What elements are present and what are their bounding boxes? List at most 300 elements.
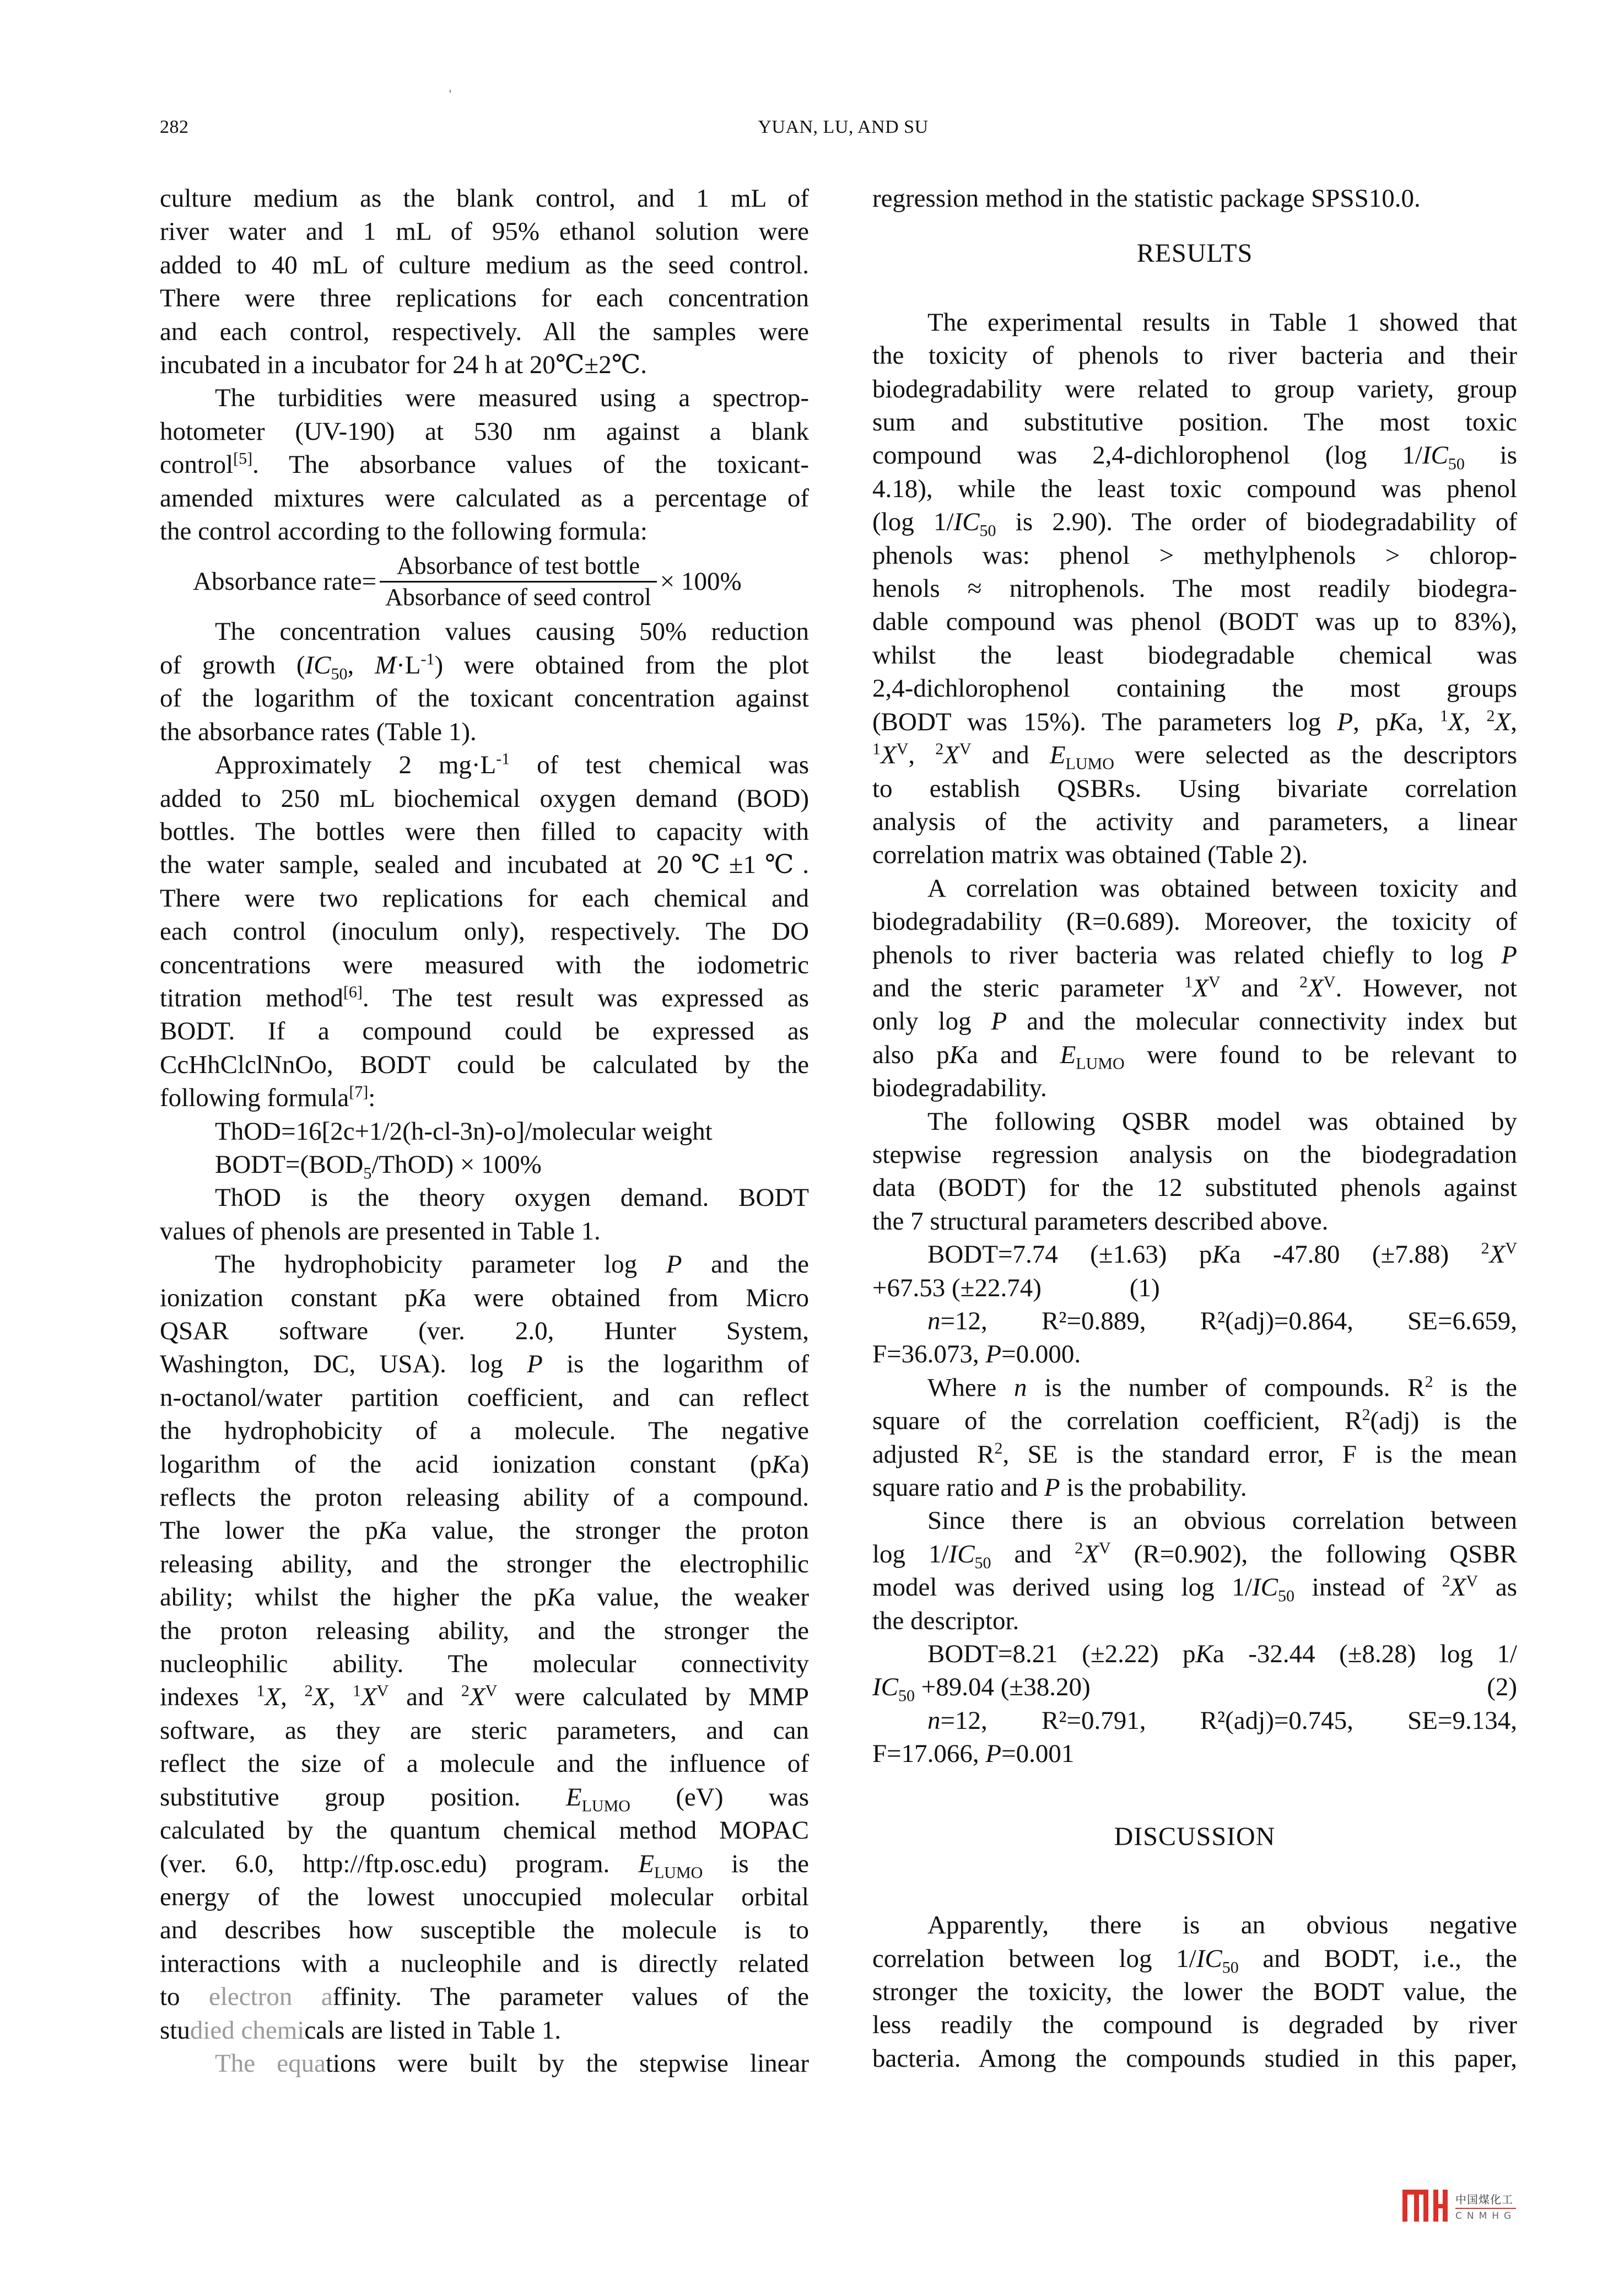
- text-span: is the: [1433, 1373, 1517, 1402]
- text-line: the toxicity of phenols to river bacteria and their: [872, 341, 1517, 370]
- paragraph-discussion: [872, 1909, 1517, 2075]
- text-line: [872, 1471, 1517, 1504]
- equation-number: (2): [1487, 1673, 1517, 1702]
- text-line: whilst the least biodegradable chemical was: [872, 640, 1517, 670]
- text-line: the proton releasing ability, and the stronger the: [160, 1616, 809, 1645]
- text-line: n-octanol/water partition coefficient, and can reflect: [160, 1383, 809, 1412]
- text-span: F=36.073,: [872, 1340, 986, 1369]
- text-line: (BODT was 15%). The parameters log P, pKa, $^1$X, $^2$X,: [872, 707, 1518, 736]
- text-line: The experimental results in Table 1 showed that: [927, 308, 1517, 337]
- text-line: The concentration values causing 50% reduction: [215, 617, 809, 646]
- text-line: [872, 939, 1517, 972]
- k-symbol: K: [949, 1040, 967, 1069]
- stray-mark: ': [449, 87, 451, 101]
- subscript: LUMO: [581, 1797, 630, 1815]
- paragraph-correlation: [872, 872, 1517, 1105]
- text-line: of the logarithm of the toxicant concentration against: [160, 684, 809, 713]
- chi-symbol: X: [943, 741, 959, 770]
- text-line: [160, 1248, 809, 1281]
- text-span: also p: [872, 1040, 949, 1069]
- subscript: 50: [1277, 1587, 1294, 1605]
- text-span: a -47.80 (±7.88): [1229, 1240, 1481, 1269]
- absorbance-rate-formula: [160, 548, 809, 615]
- left-column: [160, 182, 809, 2080]
- chi-symbol: X: [1448, 707, 1464, 736]
- text-line: [160, 1348, 809, 1381]
- superscript: 2: [1486, 707, 1495, 725]
- k-symbol: K: [546, 1583, 564, 1612]
- superscript: 2: [461, 1681, 470, 1700]
- text-span: is 2.90). The order of biodegradability of: [996, 508, 1517, 537]
- text-span: control: [160, 450, 234, 479]
- text-span: F=17.066,: [872, 1739, 986, 1769]
- superscript: V: [896, 740, 909, 758]
- text-span: to: [160, 1982, 209, 2012]
- cnmhg-logo: [1402, 2191, 1516, 2222]
- text-line: [872, 1271, 1517, 1305]
- text-span: square of the correlation coefficient, R: [872, 1406, 1362, 1436]
- text-span: adjusted R: [872, 1440, 995, 1469]
- text-span: =0.000.: [1001, 1340, 1081, 1369]
- text-span: , SE is the standard error, F is the mean: [1002, 1440, 1517, 1469]
- text-span: logarithm of the acid ionization constant (p: [160, 1449, 772, 1479]
- text-line: [872, 1704, 1517, 1737]
- subscript: LUMO: [1076, 1054, 1125, 1073]
- text-line: BODT. If a compound could be expressed as: [160, 1017, 809, 1046]
- subscript: 50: [1448, 455, 1465, 473]
- text-line: There were two replications for each chemical and: [160, 883, 809, 913]
- superscript: 2: [1481, 1239, 1490, 1258]
- text-span: instead of: [1294, 1573, 1442, 1602]
- text-line: [872, 1371, 1517, 1404]
- superscript: -1: [420, 650, 435, 669]
- text-line: interactions with a nucleophile and is directly related: [160, 1949, 809, 1978]
- text-line: [872, 1942, 1517, 1975]
- thod-formula: ThOD=16[2c+1/2(h-cl-3n)-o]/molecular weight: [215, 1117, 713, 1146]
- mh-logo-icon: [1402, 2191, 1448, 2222]
- subscript: 5: [363, 1164, 372, 1183]
- text-span: The hydrophobicity parameter log: [215, 1250, 666, 1279]
- text-line: each control (inoculum only), respectively. The DO: [160, 917, 809, 946]
- text-line: [872, 1404, 1517, 1437]
- paragraph-turbidities: [160, 381, 809, 548]
- p-symbol: P: [1337, 707, 1353, 736]
- e-symbol: E: [565, 1782, 582, 1812]
- text-span: BODT=(BOD: [215, 1150, 364, 1179]
- text-line: [872, 1305, 1517, 1338]
- text-span: correlation between log 1/: [872, 1944, 1196, 1973]
- text-line: [160, 1081, 809, 1114]
- text-span: is the number of compounds. R: [1027, 1373, 1425, 1402]
- text-span: a value, the stronger the proton: [395, 1516, 809, 1545]
- text-line: indexes $^1$X, $^2$X, $^1X^V$ and $^2X^V$ were calculated by MMP: [160, 1681, 809, 1712]
- superscript: V: [376, 1681, 389, 1700]
- fraction: [380, 551, 657, 612]
- text-line: phenols was: phenol > methylphenols > chlorop-: [872, 541, 1517, 570]
- text-span: cals are listed in Table 1.: [304, 2015, 562, 2045]
- text-span: is the probability.: [1060, 1473, 1247, 1502]
- logo-chinese: 中国煤化工: [1455, 2191, 1516, 2209]
- text-span: . However, not: [1335, 973, 1517, 1003]
- discussion-heading: DISCUSSION: [1114, 1821, 1276, 1851]
- n-symbol: n: [927, 1307, 941, 1335]
- superscript: V: [1208, 973, 1221, 991]
- text-line: [160, 1847, 809, 1880]
- p-symbol: P: [991, 1007, 1007, 1036]
- chi-symbol: X: [312, 1683, 329, 1712]
- n-symbol: n: [927, 1706, 941, 1735]
- text-span: ·L: [396, 650, 421, 680]
- chi-symbol: X: [469, 1683, 485, 1712]
- text-span: (R=0.902), the following QSBR: [1110, 1539, 1517, 1569]
- text-line: calculated by the quantum chemical method MOPAC: [160, 1816, 809, 1845]
- text-span: stu: [160, 2015, 190, 2045]
- text-line: [160, 448, 809, 481]
- text-span: phenols to river bacteria was related chiefly to log: [872, 940, 1502, 969]
- results-heading: RESULTS: [1136, 239, 1253, 268]
- text-span: ffinity. The parameter values of the: [332, 1982, 809, 2012]
- p-symbol: P: [1044, 1473, 1060, 1502]
- text-span: and: [1220, 973, 1300, 1003]
- chi-symbol: X: [881, 741, 897, 770]
- superscript: V: [1323, 973, 1336, 991]
- n-symbol: n: [1014, 1373, 1027, 1402]
- text-span: log 1/: [872, 1539, 949, 1569]
- page-number: 282: [160, 117, 189, 137]
- text-line: releasing ability, and the stronger the electrophilic: [160, 1549, 809, 1578]
- chi-symbol: X: [1494, 707, 1511, 736]
- watermarked-text: The equa: [215, 2049, 326, 2078]
- p-symbol: P: [1501, 940, 1517, 969]
- ic-symbol: IC: [1251, 1573, 1278, 1602]
- text-line: [160, 982, 809, 1015]
- text-line: the 7 structural parameters described above.: [872, 1206, 1329, 1236]
- chi-symbol: X: [1489, 1240, 1506, 1269]
- formula-rhs: × 100%: [660, 567, 742, 596]
- text-span: (eV) was: [630, 1782, 809, 1812]
- logo-english: CNMHG: [1455, 2211, 1517, 2222]
- paragraph-parameters: [160, 1248, 809, 2047]
- text-span: indexes: [160, 1683, 257, 1712]
- text-span: =12, R²=0.791, R²(adj)=0.745, SE=9.134,: [940, 1706, 1517, 1735]
- e-symbol: E: [1049, 741, 1066, 770]
- e-symbol: E: [1060, 1040, 1076, 1069]
- logo-text: [1455, 2191, 1516, 2222]
- superscript: 2: [935, 740, 944, 758]
- text-line: and describes how susceptible the molecule is to: [160, 1916, 809, 1945]
- superscript: V: [1505, 1239, 1517, 1258]
- text-line: stepwise regression analysis on the biodegradation: [872, 1140, 1517, 1169]
- citation-7[interactable]: [7]: [349, 1082, 369, 1101]
- text-span: . The test result was expressed as: [362, 983, 810, 1012]
- bodt-formula: [160, 1148, 809, 1181]
- superscript: 2: [1075, 1539, 1083, 1557]
- chi-symbol: X: [360, 1683, 377, 1712]
- text-line: analysis of the activity and parameters, a linear: [872, 807, 1517, 836]
- superscript: 1: [872, 740, 881, 758]
- text-line: hotometer (UV-190) at 530 nm against a blank: [160, 417, 809, 446]
- k-symbol: K: [417, 1283, 435, 1312]
- superscript: 1: [1184, 973, 1193, 991]
- text-span: Washington, DC, USA). log: [160, 1350, 527, 1379]
- text-span: is the: [703, 1849, 809, 1878]
- text-span: (adj) is the: [1370, 1406, 1517, 1436]
- text-line: [160, 1781, 809, 1814]
- text-span: ) were obtained from the plot: [434, 650, 809, 680]
- text-span: Where: [927, 1373, 1015, 1402]
- ic-symbol: IC: [953, 508, 980, 537]
- text-line: added to 250 mL biochemical oxygen demand (BOD): [160, 784, 809, 813]
- text-line: incubated in a incubator for 24 h at 20℃±2℃.: [160, 351, 648, 380]
- p-symbol: P: [527, 1350, 543, 1379]
- text-line: culture medium as the blank control, and 1 mL of: [160, 184, 809, 213]
- paragraph-bod: [160, 748, 809, 1114]
- text-span: of test chemical was: [510, 751, 809, 780]
- superscript: 1: [256, 1681, 265, 1700]
- text-line: and each control, respectively. All the samples were: [160, 317, 809, 346]
- text-span: a,: [1405, 707, 1440, 736]
- superscript: 1: [352, 1681, 361, 1700]
- text-line: [160, 748, 809, 781]
- citation-6[interactable]: [6]: [343, 983, 363, 1001]
- chi-symbol: X: [1083, 1539, 1099, 1569]
- text-span: and the steric parameter: [872, 973, 1185, 1003]
- text-span: ability; whilst the higher the p: [160, 1583, 547, 1612]
- text-span: [872, 1670, 1091, 1704]
- k-symbol: K: [1195, 1640, 1213, 1669]
- text-line: ThOD is the theory oxygen demand. BODT: [215, 1183, 809, 1212]
- text-line: [872, 505, 1517, 538]
- text-span: BODT=8.21 (±2.22) p: [927, 1640, 1196, 1669]
- text-span: :: [368, 1084, 376, 1113]
- text-span: (log 1/: [872, 508, 954, 537]
- text-line: concentrations were measured with the iodometric: [160, 950, 809, 979]
- k-symbol: K: [1388, 707, 1406, 736]
- chi-symbol: X: [1193, 973, 1208, 1003]
- paragraph-results: [872, 306, 1517, 872]
- text-line: The following QSBR model was obtained by: [927, 1107, 1517, 1136]
- text-line: CcHhClclNnOo, BODT could be calculated by the: [160, 1050, 809, 1079]
- text-span: The lower the p: [160, 1516, 378, 1545]
- text-span: Approximately 2 mg·L: [215, 751, 497, 780]
- e-symbol: E: [638, 1849, 654, 1878]
- text-line: QSAR software (ver. 2.0, Hunter System,: [160, 1317, 809, 1345]
- superscript: 2: [1299, 973, 1308, 991]
- text-line: biodegradability were related to group variety, group: [872, 374, 1517, 403]
- text-line: [160, 1448, 809, 1481]
- text-line: [160, 1514, 809, 1547]
- text-line: the control according to the following formula:: [160, 517, 648, 546]
- text-span: is the logarithm of: [542, 1350, 809, 1379]
- equation-2: [872, 1637, 1517, 1771]
- text-line: [872, 1670, 1517, 1704]
- text-line: [872, 1737, 1517, 1770]
- watermarked-text: died chemi: [190, 2015, 305, 2045]
- text-span: a -32.44 (±8.28) log 1/: [1212, 1640, 1517, 1669]
- text-span: (BODT was 15%). The parameters log: [872, 707, 1337, 736]
- superscript: V: [1466, 1572, 1479, 1591]
- paragraph-since: [872, 1504, 1517, 1637]
- text-line: [160, 2014, 809, 2047]
- text-span: and BODT, i.e., the: [1238, 1944, 1518, 1973]
- text-line: added to 40 mL of culture medium as the seed control.: [160, 250, 809, 279]
- text-line: amended mixtures were calculated as a percentage of: [160, 483, 809, 513]
- superscript: 2: [1362, 1405, 1371, 1424]
- paragraph-culture-medium: [160, 182, 809, 381]
- text-line: The turbidities were measured using a spectrop-: [215, 384, 809, 413]
- text-line: [160, 2047, 809, 2080]
- text-line: [872, 1438, 1517, 1471]
- text-line: to establish QSBRs. Using bivariate correlation: [872, 774, 1517, 803]
- ic-symbol: IC: [872, 1673, 898, 1702]
- text-span: a value, the weaker: [564, 1583, 809, 1612]
- chi-symbol: X: [265, 1683, 281, 1712]
- text-line: regression method in the statistic package SPSS10.0.: [872, 184, 1421, 213]
- text-line: less readily the compound is degraded by river: [872, 2011, 1517, 2040]
- text-line: [872, 439, 1517, 472]
- text-span: a were obtained from Micro: [434, 1283, 809, 1312]
- text-span: of growth (: [160, 650, 305, 680]
- citation-5[interactable]: [5]: [233, 449, 253, 468]
- paragraph-thod: [160, 1181, 809, 1248]
- text-line: [872, 1238, 1517, 1271]
- text-span: were calculated by MMP: [515, 1683, 809, 1712]
- text-line: reflect the size of a molecule and the influence of: [160, 1749, 809, 1778]
- text-line: correlation matrix was obtained (Table 2).: [872, 840, 1308, 870]
- text-line: biodegradability (R=0.689). Moreover, the toxicity of: [872, 907, 1517, 936]
- subscript: LUMO: [1065, 754, 1114, 773]
- text-span: were found to be relevant to: [1124, 1040, 1517, 1069]
- text-span: =0.001: [1001, 1739, 1075, 1769]
- text-line: biodegradability.: [872, 1074, 1047, 1103]
- text-span: tions were built by the stepwise linear: [325, 2049, 810, 2078]
- text-line: A correlation was obtained between toxicity and: [927, 874, 1517, 903]
- superscript: -1: [496, 750, 510, 768]
- k-symbol: K: [1212, 1240, 1229, 1269]
- text-line: river water and 1 mL of 95% ethanol solution were: [160, 217, 809, 246]
- m-symbol: M: [374, 650, 397, 680]
- chi-symbol: X: [1450, 1573, 1466, 1602]
- text-line: stronger the toxicity, the lower the BODT value, the: [872, 1977, 1517, 2006]
- ic-symbol: IC: [1422, 441, 1448, 470]
- paragraph-qsbr-model: [872, 1105, 1517, 1238]
- superscript: 1: [1439, 707, 1448, 725]
- text-span: and the molecular connectivity index but: [1007, 1007, 1517, 1036]
- text-line: [160, 649, 809, 682]
- text-span: =12, R²=0.889, R²(adj)=0.864, SE=6.659,: [940, 1307, 1517, 1335]
- text-line: the descriptor.: [872, 1606, 1019, 1635]
- subscript: 50: [898, 1686, 915, 1705]
- text-line: henols ≈ nitrophenols. The most readily biodegra-: [872, 574, 1517, 603]
- text-line: There were three replications for each concentration: [160, 284, 809, 313]
- text-span: only log: [872, 1007, 991, 1036]
- superscript: V: [959, 740, 972, 758]
- text-line: nucleophilic ability. The molecular connectivity: [160, 1650, 809, 1679]
- superscript: 2: [994, 1438, 1003, 1457]
- k-symbol: K: [377, 1516, 396, 1545]
- text-span: titration method: [160, 983, 343, 1012]
- text-line: [872, 972, 1517, 1005]
- text-line: the water sample, sealed and incubated at 20℃±1℃.: [160, 850, 809, 880]
- subscript: 50: [1222, 1958, 1239, 1976]
- text-span: were selected as the descriptors: [1114, 741, 1517, 770]
- text-span: model was derived using log 1/: [872, 1573, 1252, 1602]
- right-column: [872, 182, 1517, 2075]
- text-span: ionization constant p: [160, 1283, 418, 1312]
- text-line: reflects the proton releasing ability of a compound.: [160, 1483, 809, 1512]
- text-line: Apparently, there is an obvious negative: [927, 1911, 1517, 1940]
- text-line: data (BODT) for the 12 substituted phenols against: [872, 1173, 1517, 1203]
- paragraph-equations: [160, 2047, 809, 2080]
- text-line: [160, 1980, 809, 2013]
- subscript: LUMO: [654, 1863, 703, 1882]
- text-line: [872, 1338, 1517, 1371]
- paragraph-definitions: [872, 1371, 1517, 1505]
- superscript: 2: [304, 1681, 313, 1700]
- running-title: YUAN, LU, AND SU: [758, 117, 929, 137]
- text-span: and: [971, 741, 1050, 770]
- watermarked-text: electron a: [209, 1982, 333, 2012]
- ic-symbol: IC: [948, 1539, 975, 1569]
- subscript: 50: [979, 521, 996, 540]
- chi-symbol: X: [1308, 973, 1324, 1003]
- text-line: bacteria. Among the compounds studied in this paper,: [872, 2044, 1517, 2073]
- formula-lhs: Absorbance rate=: [193, 567, 377, 596]
- text-line: bottles. The bottles were then filled to capacity with: [160, 817, 809, 846]
- text-line: the hydrophobicity of a molecule. The negative: [160, 1416, 809, 1446]
- text-span: , p: [1353, 707, 1389, 736]
- text-span: substitutive group position.: [160, 1782, 566, 1812]
- text-span: (ver. 6.0, http://ftp.osc.edu) program.: [160, 1849, 639, 1878]
- text-span: as: [1478, 1573, 1517, 1602]
- superscript: 2: [1425, 1372, 1433, 1391]
- k-symbol: K: [771, 1449, 789, 1479]
- text-span: a): [789, 1449, 809, 1479]
- text-span: and the: [682, 1250, 810, 1279]
- p-symbol: P: [985, 1340, 1002, 1369]
- text-line: values of phenols are presented in Table 1.: [160, 1216, 601, 1246]
- text-line: $^1X^V$, $^2X^V$ and $E_{LUMO}$ were selected as the descriptors: [872, 740, 1517, 773]
- text-line: the absorbance rates (Table 1).: [160, 717, 477, 746]
- subscript: 50: [974, 1554, 991, 1572]
- text-span: /ThOD) × 100%: [371, 1150, 542, 1179]
- fraction-numerator: Absorbance of test bottle: [396, 552, 640, 579]
- text-line: dable compound was phenol (BODT was up to 83%),: [872, 607, 1517, 637]
- equation-number: (1): [1129, 1273, 1160, 1302]
- text-line: Since there is an obvious correlation between: [927, 1506, 1517, 1535]
- superscript: 2: [1442, 1572, 1450, 1591]
- text-span: . The absorbance values of the toxicant-: [252, 450, 809, 479]
- text-line: sum and substitutive position. The most toxic: [872, 408, 1517, 437]
- text-span: BODT=7.74 (±1.63) p: [927, 1240, 1212, 1269]
- p-symbol: P: [985, 1739, 1002, 1769]
- text-line: [872, 1038, 1517, 1071]
- text-span: +67.53 (±22.74): [872, 1273, 1042, 1302]
- text-line: [160, 1581, 809, 1614]
- text-line: [872, 1538, 1517, 1571]
- text-span: a and: [967, 1040, 1060, 1069]
- text-line: energy of the lowest unoccupied molecular orbital: [160, 1882, 809, 1911]
- paragraph-ic50: [160, 615, 809, 748]
- text-line: 2,4-dichlorophenol containing the most groups: [872, 674, 1517, 703]
- superscript: V: [1098, 1539, 1111, 1557]
- ic-symbol: IC: [305, 650, 331, 680]
- text-span: ,: [347, 650, 375, 680]
- equation-1: [872, 1238, 1517, 1371]
- ic-symbol: IC: [1196, 1944, 1222, 1973]
- text-span: following formula: [160, 1084, 349, 1113]
- subscript: 50: [331, 665, 348, 683]
